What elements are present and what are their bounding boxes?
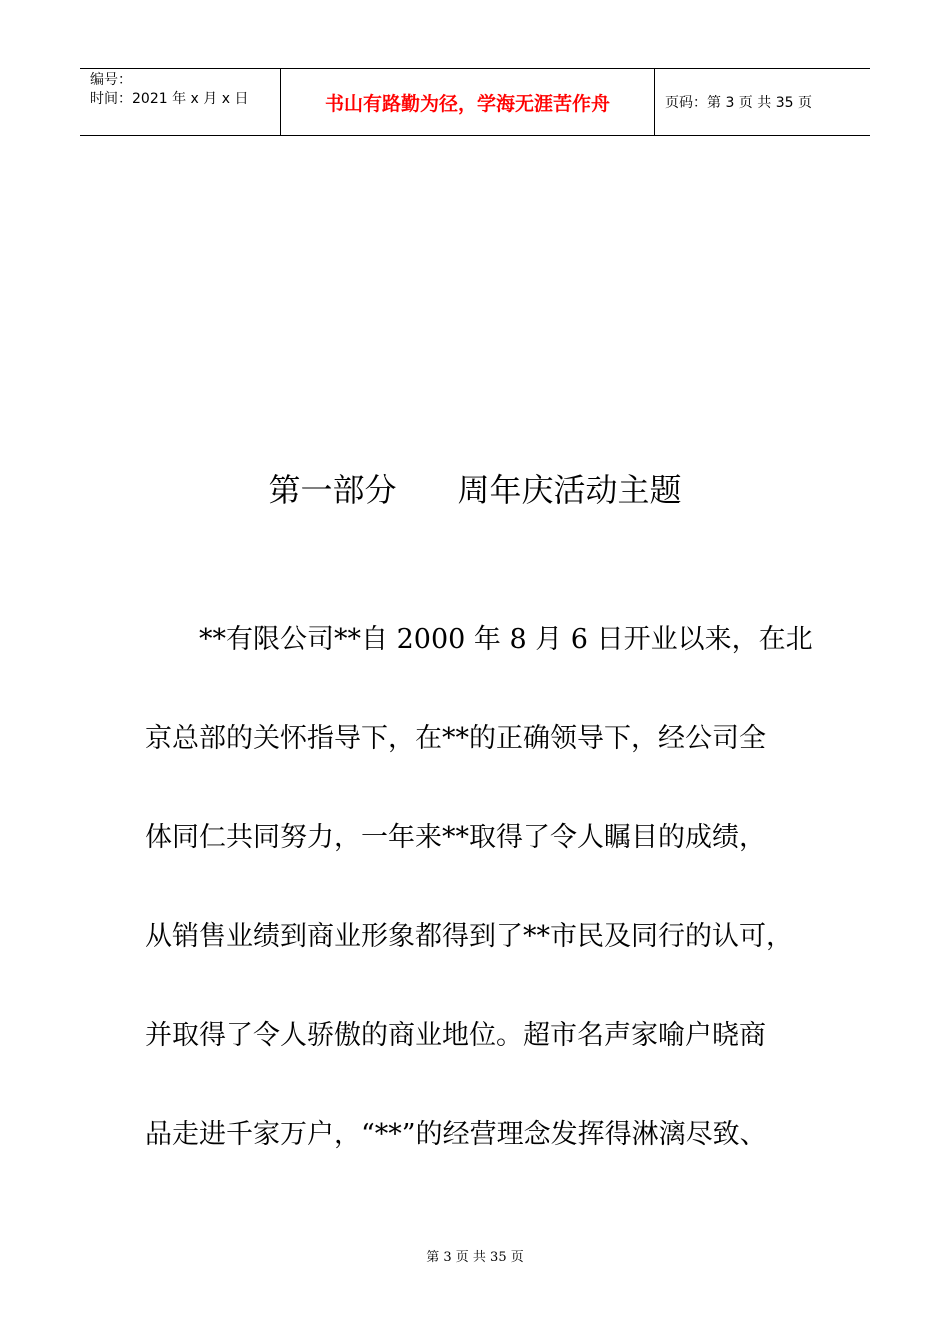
paragraph-line: 京总部的关怀指导下，在**的正确领导下，经公司全 — [145, 723, 766, 754]
page-header — [80, 68, 870, 136]
section-title: 第一部分 周年庆活动主题 — [268, 471, 682, 509]
body-paragraph — [145, 590, 825, 1184]
paragraph-line: 品走进千家万户，“**”的经营理念发挥得淋漓尽致、 — [145, 1119, 767, 1150]
paragraph-line: 并取得了令人骄傲的商业地位。超市名声家喻户晓商 — [145, 1020, 766, 1051]
document-date: 时间：2021 年 x 月 x 日 — [90, 91, 249, 107]
header-motto: 书山有路勤为径，学海无涯苦作舟 — [281, 69, 655, 135]
paragraph-line: **有限公司**自 2000 年 8 月 6 日开业以来，在北 — [199, 624, 813, 655]
document-number-label: 编号： — [90, 72, 132, 88]
header-meta — [80, 69, 281, 135]
header-page-info: 页码：第 3 页 共 35 页 — [665, 95, 812, 111]
paragraph-line: 从销售业绩到商业形象都得到了**市民及同行的认可， — [145, 921, 793, 952]
paragraph-line: 体同仁共同努力，一年来**取得了令人瞩目的成绩， — [145, 822, 766, 853]
page-footer: 第 3 页 共 35 页 — [426, 1250, 524, 1265]
